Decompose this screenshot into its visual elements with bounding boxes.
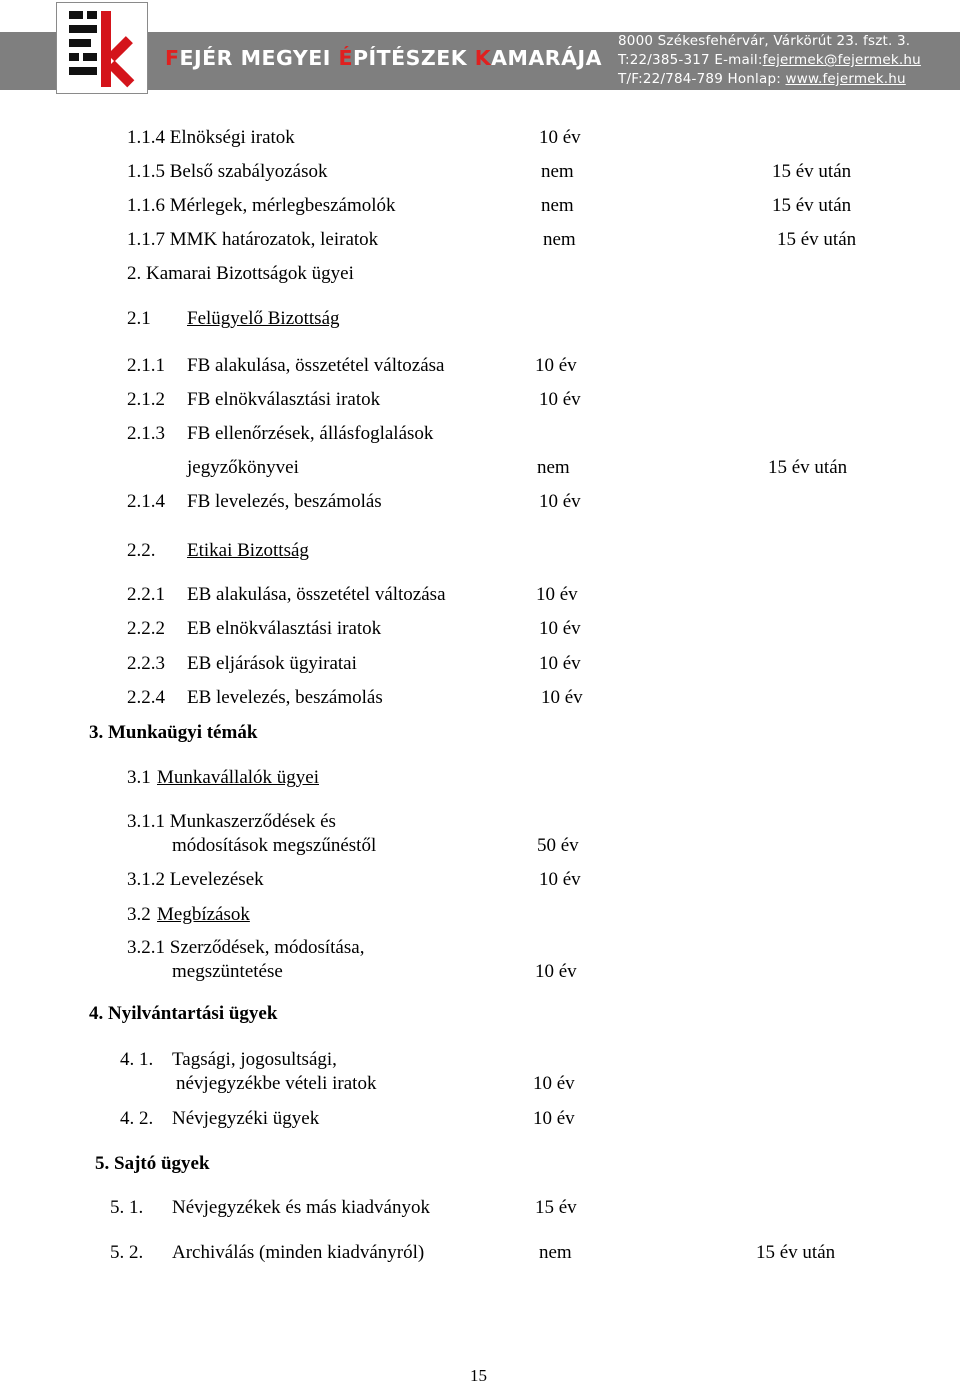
row-number: 1.1.6 Mérlegek, mérlegbeszámolók <box>127 195 396 216</box>
row-title: FB alakulása, összetétel változása <box>187 355 445 376</box>
row-number: 1.1.5 Belső szabályozások <box>127 161 328 182</box>
row-number: 2.1.2 <box>127 389 165 410</box>
org-name-accent-letter: É <box>338 46 353 70</box>
retention-note: 15 év után <box>772 161 852 182</box>
page-number: 15 <box>470 1366 487 1385</box>
row-number: 4. 2. <box>120 1108 154 1129</box>
organization-name <box>165 46 602 76</box>
retention-period: 10 év <box>539 127 581 148</box>
address-line: 8000 Székesfehérvár, Várkörút 23. fszt. 3. <box>618 33 911 49</box>
row-number: 2.2.3 <box>127 653 165 674</box>
retention-period: 10 év <box>533 1073 575 1094</box>
retention-period: 10 év <box>539 618 581 639</box>
section-heading: 4. Nyilvántartási ügyek <box>89 1003 278 1024</box>
retention-note: 15 év után <box>772 195 852 216</box>
retention-period: 10 év <box>533 1108 575 1129</box>
retention-period: 15 év <box>535 1197 577 1218</box>
row-number: 2.1.1 <box>127 355 165 376</box>
row-number: 3.2.1 Szerződések, módosítása, <box>127 937 365 958</box>
org-name-text: AMARÁJA <box>491 46 602 70</box>
fax-website-line: T/F:22/784-789 Honlap: www.fejermek.hu <box>618 71 906 87</box>
retention-period: nem <box>541 161 574 182</box>
retention-note: 15 év után <box>768 457 848 478</box>
row-title: FB levelezés, beszámolás <box>187 491 382 512</box>
row-number: 2.2.4 <box>127 687 165 708</box>
row-number: 2.2.1 <box>127 584 165 605</box>
row-title: Tagsági, jogosultsági, <box>172 1049 337 1070</box>
retention-period: 10 év <box>539 653 581 674</box>
row-title: Névjegyzéki ügyek <box>172 1108 320 1129</box>
row-number: 4. 1. <box>120 1049 154 1070</box>
retention-period: nem <box>541 195 574 216</box>
retention-period: 10 év <box>539 389 581 410</box>
row-number: 1.1.7 MMK határozatok, leiratok <box>127 229 379 250</box>
retention-period: nem <box>537 457 570 478</box>
retention-period: 10 év <box>535 961 577 982</box>
section-heading: 2. Kamarai Bizottságok ügyei <box>127 263 354 284</box>
row-title: FB ellenőrzések, állásfoglalások <box>187 423 434 444</box>
retention-period: 10 év <box>535 355 577 376</box>
retention-period: 10 év <box>536 584 578 605</box>
retention-period: nem <box>543 229 576 250</box>
subsection-title: Felügyelő Bizottság <box>187 308 340 329</box>
phone-email-line: T:22/385-317 E-mail:fejermek@fejermek.hu <box>618 52 921 68</box>
row-title: EB alakulása, összetétel változása <box>187 584 446 605</box>
retention-period: 50 év <box>537 835 579 856</box>
row-number: 2.2. <box>127 540 156 561</box>
row-number: 5. 1. <box>110 1197 144 1218</box>
website-link[interactable]: www.fejermek.hu <box>785 71 906 87</box>
row-title: FB elnökválasztási iratok <box>187 389 381 410</box>
row-title: EB eljárások ügyiratai <box>187 653 357 674</box>
row-number: 3.1.2 Levelezések <box>127 869 264 890</box>
section-heading: 5. Sajtó ügyek <box>95 1153 210 1174</box>
retention-period: 10 év <box>539 491 581 512</box>
row-title: módosítások megszűnéstől <box>172 835 377 856</box>
row-number: 3.1.1 Munkaszerződések és <box>127 811 336 832</box>
row-number: 2.1.3 <box>127 423 165 444</box>
row-title: jegyzőkönyvei <box>187 457 299 478</box>
org-name-text: EJÉR MEGYEI <box>179 46 339 70</box>
row-number: 3.2 <box>127 904 151 925</box>
row-title: névjegyzékbe vételi iratok <box>176 1073 377 1094</box>
retention-period: 10 év <box>539 869 581 890</box>
org-name-accent-letter: F <box>165 46 180 70</box>
row-title: Névjegyzékek és más kiadványok <box>172 1197 430 1218</box>
org-name-text: PÍTÉSZEK <box>352 46 475 70</box>
subsection-title: Etikai Bizottság <box>187 540 309 561</box>
row-title: Archiválás (minden kiadványról) <box>172 1242 425 1263</box>
retention-period: nem <box>539 1242 572 1263</box>
row-number: 5. 2. <box>110 1242 144 1263</box>
chamber-logo <box>56 2 148 94</box>
subsection-title: Munkavállalók ügyei <box>157 767 319 788</box>
row-number: 2.2.2 <box>127 618 165 639</box>
section-heading: 3. Munkaügyi témák <box>89 722 258 743</box>
row-title: EB elnökválasztási iratok <box>187 618 382 639</box>
row-title: EB levelezés, beszámolás <box>187 687 383 708</box>
retention-period: 10 év <box>541 687 583 708</box>
retention-note: 15 év után <box>777 229 857 250</box>
row-number: 1.1.4 Elnökségi iratok <box>127 127 295 148</box>
row-title: megszüntetése <box>172 961 283 982</box>
retention-note: 15 év után <box>756 1242 836 1263</box>
subsection-title: Megbízások <box>157 904 250 925</box>
email-link[interactable]: fejermek@fejermek.hu <box>762 52 921 68</box>
org-name-accent-letter: K <box>474 46 492 70</box>
row-number: 3.1 <box>127 767 151 788</box>
row-number: 2.1.4 <box>127 491 165 512</box>
row-number: 2.1 <box>127 308 151 329</box>
